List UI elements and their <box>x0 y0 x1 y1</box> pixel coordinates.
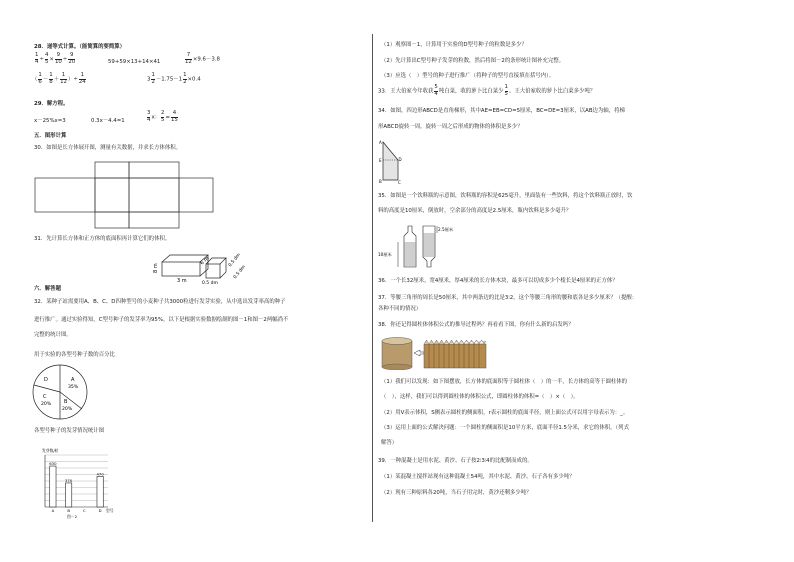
pie-divider-4 <box>34 385 60 392</box>
fraction: $\frac{1}{8}$ <box>49 72 53 85</box>
bar-chart-title: 各型号种子的发芽情况统计图 <box>34 428 105 434</box>
fraction: $\frac{4}{5}$ <box>44 52 49 65</box>
cylinder-diagram <box>378 336 490 370</box>
vertex-b: B <box>379 179 382 184</box>
empty-height-label: 2.5厘米 <box>438 227 454 232</box>
x-tick-c: C <box>83 508 86 513</box>
q30-text: 30．如图是长方体展开图，测量有关数据，并求长方体体积。 <box>34 145 182 151</box>
section-6-heading: 六．解答题 <box>34 286 61 292</box>
q28-title: 28．递等式计算。（能简算的要简算） <box>34 44 126 50</box>
q35-line-2: 料的高度是10厘米，倒放时，空余部分的高度是2.5厘米，瓶内饮料是多少毫升？ <box>378 208 572 214</box>
q28-expr-4: （ $\frac{1}{6}$ － $\frac{1}{8}$ ＋ $\frac{1}{12}$ ）÷ $\frac{1}{24}$ <box>32 72 86 85</box>
q29-eq-2: 0.3x－4.4=1 <box>91 118 125 124</box>
bar-chart <box>30 444 120 520</box>
bar-b <box>65 483 71 507</box>
vertex-e: E <box>379 158 382 163</box>
bar-value-a: 630 <box>49 460 57 466</box>
vertex-c: C <box>398 180 401 184</box>
q32-sub-1: （1）观察图－1，计算用于实验的D型号种子的粒数是多少？ <box>381 42 527 48</box>
bar-value-d: 470 <box>96 471 104 477</box>
cuboid-depth-label: 6 m <box>199 255 211 267</box>
fraction: $\frac{4}{15}$ <box>171 110 178 123</box>
fraction: $\frac{1}{2}$ <box>151 72 155 85</box>
section-5-heading: 五．图形计算 <box>34 133 67 139</box>
fraction: $\frac{1}{12}$ <box>60 72 67 85</box>
q37-text: 37．等腰三角形的周长是50厘米，其中两条边的比是3∶2，这个等腰三角形的腰和底各是多少厘米？（提醒： <box>378 295 638 301</box>
q39-sub-1: （1）某混凝土搅拌站现有这种混凝土54吨，其中水泥、黄沙、石子各有多少吨？ <box>381 474 575 480</box>
q38-sub-1b: （ ），这样，我们可以得到圆柱体的体积公式，即圆柱体的体积=（ ）×（ ）。 <box>381 394 579 400</box>
pie-label-c: C <box>43 394 47 400</box>
q38-sub-3b: 解答） <box>381 440 398 446</box>
cuboid-cube-diagram <box>150 248 250 284</box>
q32-sub-2: （2）先计算出C型号种子发芽的粒数，然后将图－2的条形统计图补充完整。 <box>381 58 565 64</box>
pie-label-d: D <box>44 377 48 383</box>
q32-line-3: 完整的统计图。 <box>34 332 72 338</box>
q35-line-1: 35．如图是一个饮料瓶的示意图，饮料瓶的容积是625毫升，里面装有一些饮料，将这个饮料瓶正放时，饮 <box>378 193 633 199</box>
pie-label-b: B <box>64 399 68 405</box>
x-tick-b: B <box>67 508 70 513</box>
pie-value-a: 35% <box>68 385 79 390</box>
vertex-d: D <box>398 157 402 162</box>
pie-label-a: A <box>71 377 75 383</box>
trapezoid-diagram <box>378 138 402 184</box>
fraction: $\frac{1}{6}$ <box>38 72 42 85</box>
bar-chart-ylabel: 发芽数/粒 <box>42 448 59 453</box>
fraction: $\frac{1}{4}$ <box>35 52 39 65</box>
q38-text: 38．你还记得圆柱体体积公式的推导过程吗？再看看下图，你有什么新的启发吗？ <box>378 322 574 328</box>
q33-text: 33．王大伯家今年收获 $\frac{5}{4}$ 吨白菜，收的萝卜比白菜少 $\frac{1}{5}$ 。王大伯家收的萝卜比白菜多少吨？ <box>378 84 596 97</box>
q39-text: 39．一种混凝土是用水泥、黄沙、石子按2∶3∶4的比配制而成的。 <box>378 458 533 464</box>
pie-chart-title: 用于实验的各型号种子数的百分比 <box>34 352 115 358</box>
q37-text-2: 各种不同的情况） <box>378 306 422 312</box>
q32-line-1: 32．某种子站需要用A、B、C、D四种型号的小麦种子共3000粒进行发芽实验，从中选出发芽率高的种子 <box>34 299 286 305</box>
x-tick-a: A <box>51 508 55 513</box>
fraction: $\frac{9}{10}$ <box>54 52 62 65</box>
q39-sub-2: （2）现有三种原料各20吨，当石子用完时，黄沙还剩多少吨？ <box>381 490 532 496</box>
q28-expr-1: $\frac{1}{4}$ ÷ $\frac{4}{5}$ × $\frac{9}{10}$ ÷ $\frac{9}{20}$ <box>35 52 76 65</box>
pie-chart <box>30 362 90 422</box>
fraction: $\frac{5}{4}$ <box>434 84 438 97</box>
cuboid-height-label: 8 m <box>153 263 159 273</box>
box-net-diagram <box>30 160 220 230</box>
q38-sub-2: （2）用V表示体积，S侧表示圆柱的侧面积，r表示圆柱的底面半径，则上面公式可以用字母表示为：_。 <box>381 410 629 416</box>
q34-line-1: 34．如图，四边形ABCD是直角梯形，其中AE=EB=CD=5厘米，BC=DE=3厘米，以AB边为轴，将梯 <box>378 108 625 114</box>
bar-value-b: 370 <box>65 477 73 483</box>
fraction: $\frac{1}{5}$ <box>504 84 508 97</box>
vertex-a: A <box>379 140 382 145</box>
q32-sub-3: （3）应选（ ）型号的种子进行推广（将种子的型号直接填在括号内）。 <box>381 73 555 79</box>
q31-text: 31．先计算长方体和正方体的底面积再计算它们的体积。 <box>34 236 171 242</box>
cube-edge-label-1: 0.5 dm <box>227 252 242 269</box>
cube-edge-label-3: 0.5 dm <box>232 264 247 281</box>
q28-expr-2: 59+59×13+14×41 <box>108 59 161 65</box>
pie-value-b: 20% <box>62 407 73 412</box>
fraction: $\frac{3}{4}$ <box>147 110 151 123</box>
arrow-icon <box>414 350 424 356</box>
q38-sub-1a: （1）我们可以发现：如下图摆放，长方体的底面积等于圆柱体（ ）的一半，长方体的高等于圆柱体的 <box>381 379 628 385</box>
fraction: $\frac{2}{5}$ <box>161 110 165 123</box>
q29-eq-1: x－25%x=3 <box>34 118 66 124</box>
fraction: $\frac{1}{24}$ <box>78 72 86 85</box>
bottles-diagram <box>378 222 470 270</box>
upright-height-label: 10厘米 <box>378 252 392 257</box>
q28-expr-5: 3 $\frac{1}{2}$ －1.75－1 $\frac{1}{2}$ ×0.4 <box>147 72 201 85</box>
bar-chart-xlabel: 型号 <box>106 508 114 513</box>
q29-title: 29．解方程。 <box>34 101 69 107</box>
q29-eq-3: $\frac{3}{4}$ x： $\frac{2}{5}$ = $\frac{4}{15}$ <box>147 110 178 123</box>
q38-sub-3a: （3）运用上面的公式解决问题：一个圆柱的侧面积是10平方米，底面半径1.5分米，求它的体积。（列式 <box>381 425 629 431</box>
q28-expr-3: $\frac{7}{12}$ ×9.6－3.8 <box>185 52 220 65</box>
q32-line-2: 进行推广。通过实验得知，C型号种子的发芽率为95%。以下是根据实验数据绘制的图－1和图－2两幅尚不 <box>34 317 289 323</box>
x-tick-d: D <box>98 508 102 513</box>
fraction: $\frac{1}{2}$ <box>183 72 187 85</box>
bar-a <box>50 466 56 507</box>
cube-edge-label-2: 0.5 dm <box>202 281 218 284</box>
bar-d <box>97 476 103 507</box>
q36-text: 36．一个长32厘米，宽4厘米，厚4厘米的长方体木块，最多可以切成多少个棱长是4厘米的正方体？ <box>378 278 618 284</box>
fraction: $\frac{9}{20}$ <box>68 52 76 65</box>
pie-value-c: 20% <box>41 402 52 407</box>
fraction: $\frac{7}{12}$ <box>185 52 192 65</box>
cuboid-width-label: 3 m <box>177 278 187 284</box>
column-divider <box>372 34 373 522</box>
bar-chart-caption: 图－2 <box>67 514 78 519</box>
q34-line-2: 形ABCD旋转一周，旋转一周之后形成的物体的体积是多少？ <box>378 124 523 130</box>
